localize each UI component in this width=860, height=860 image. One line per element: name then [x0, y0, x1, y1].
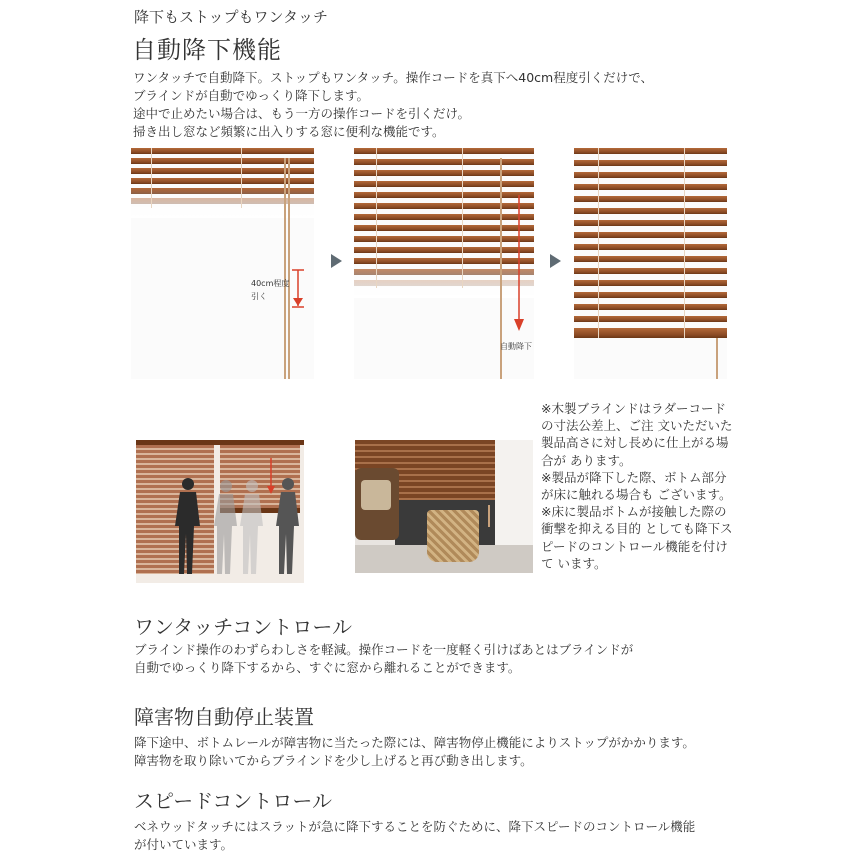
section-body-one-touch: ブラインド操作のわずらわしさを軽減。操作コードを一度軽く引けばあとはブラインドが 自動でゆっくり降下するから、すぐに窓から離れることができます。 — [134, 642, 634, 675]
section-body-speed-control: ベネウッドタッチにはスラットが急に降下することを防ぐために、降下スピードのコントロール機能 が付いています。 — [134, 819, 696, 852]
walkthrough-illustration — [136, 440, 304, 583]
intro-text: ワンタッチで自動降下。ストップもワンタッチ。操作コードを真下へ40cm程度引くだけで、 ブラインドが自動でゆっくり降下します。 途中で止めたい場合は、もう一方の操作コードを引くだけ。 掃き出し窓など頻繁に出入りする窓に便利な機能です。 — [133, 70, 653, 139]
section-heading-obstacle-stop: 障害物自動停止装置 — [134, 705, 314, 729]
step-arrow-icon — [331, 254, 342, 268]
pull-arrow-icon — [290, 268, 306, 310]
pull-label-line1: 40cm程度 — [251, 279, 290, 288]
step3-image — [574, 148, 727, 379]
auto-descend-label: 自動降下 — [500, 342, 532, 351]
auto-descend-arrow-icon — [512, 195, 526, 335]
section-heading-speed-control: スピードコントロール — [134, 789, 332, 813]
page-kicker: 降下もストップもワンタッチ — [134, 8, 328, 26]
section-body-obstacle-stop: 降下途中、ボトムレールが障害物に当たった際には、障害物停止機能によりストップがかかります。 障害物を取り除いてからブラインドを少し上げると再び動き出します。 — [134, 735, 695, 768]
room-photo — [355, 440, 533, 573]
pull-label-line2: 引く — [251, 292, 267, 301]
page-title: 自動降下機能 — [132, 36, 282, 64]
step1-image — [131, 148, 314, 379]
section-heading-one-touch: ワンタッチコントロール — [134, 615, 352, 639]
product-note: ※木製ブラインドはラダーコードの寸法公差上、ご注 文いただいた製品高さに対し長めに仕上がる場合が あります。 ※製品が降下した際、ボトム部分が床に触れる場合も ございます。 ※床に製品ボトムが接触した際の衝撃を抑える目的 としても降下スピードのコントロール機能を付けて います。 — [541, 401, 733, 571]
step-arrow-icon — [550, 254, 561, 268]
